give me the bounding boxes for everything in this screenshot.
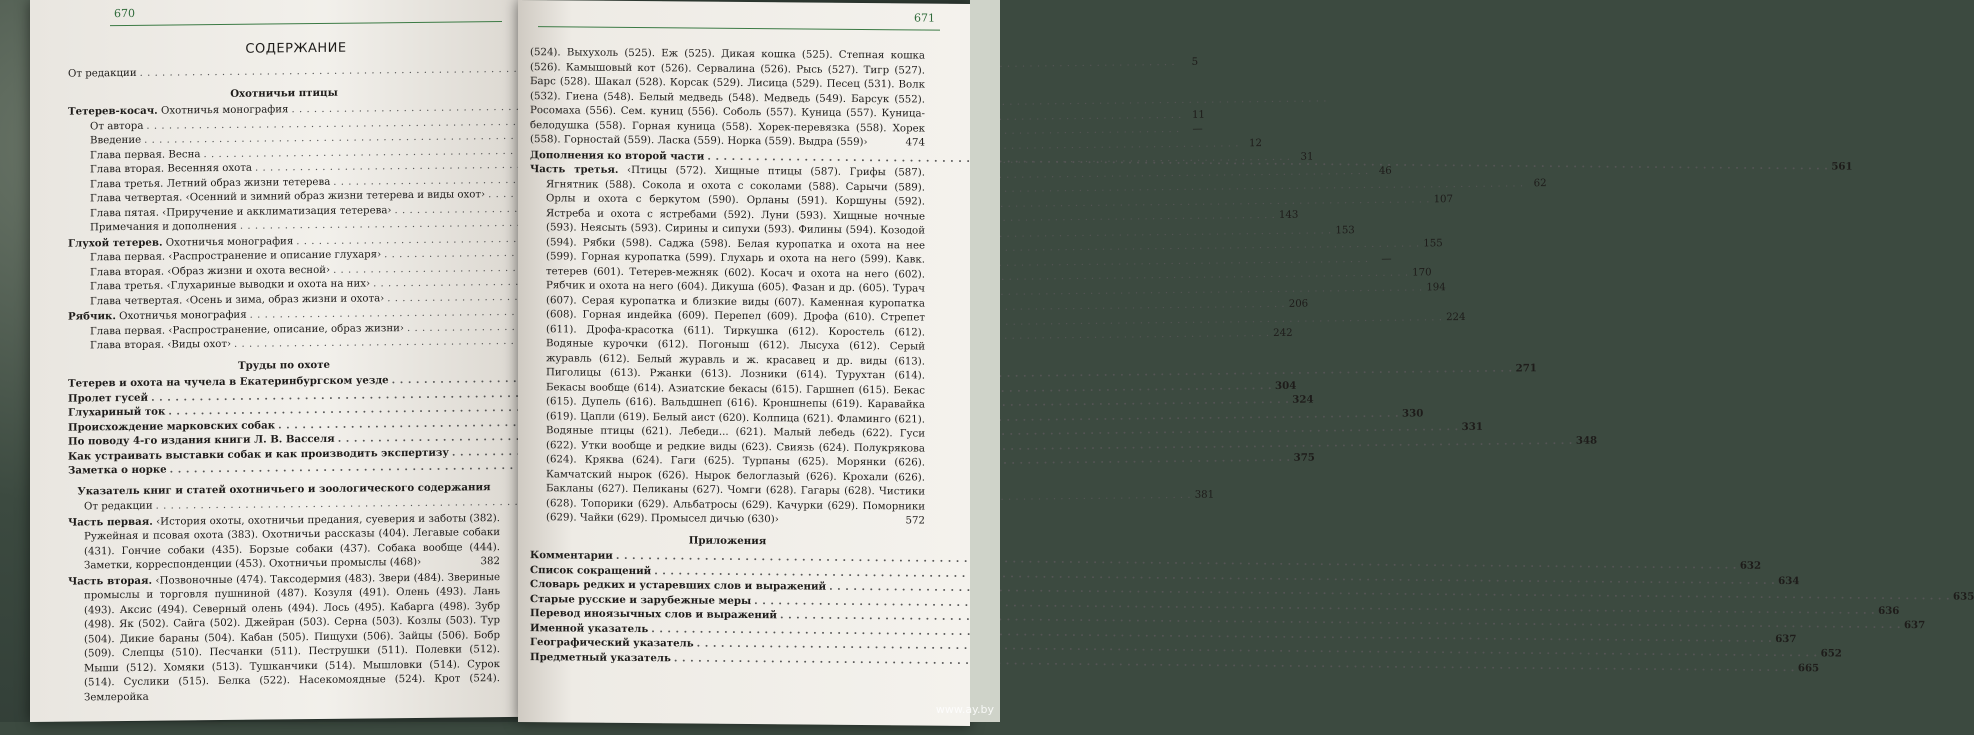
entry-lead: Рябчик. bbox=[68, 310, 116, 323]
part-paragraph bbox=[68, 570, 500, 706]
appendix-heading: Приложения bbox=[530, 532, 925, 550]
toc-entry-title: Глава четвертая. ‹Осень и зима, образ жизни и охота› bbox=[90, 292, 384, 310]
toc-entry-title: Географический указатель bbox=[530, 635, 694, 651]
toc-entry-title: Как устраивать выставки собак и как производить экспертизу bbox=[68, 445, 449, 463]
toc-entry-page: — bbox=[1183, 123, 1203, 138]
toc-entry-page: 62 bbox=[1527, 177, 1547, 192]
part-paragraph bbox=[68, 511, 500, 575]
toc-entry-title: Глава первая. ‹Распространение и описание глухаря› bbox=[90, 248, 381, 266]
toc-entry-page: 665 bbox=[1798, 661, 1819, 676]
toc-entry-page: 330 bbox=[1402, 406, 1423, 421]
toc-entry-page: 636 bbox=[1878, 603, 1899, 618]
toc-entry-page: 11 bbox=[1185, 108, 1205, 123]
section-heading: Труды по охоте bbox=[68, 356, 500, 375]
toc-entry bbox=[68, 63, 500, 82]
toc-entry-title: Глава вторая. ‹Виды охот› bbox=[90, 338, 231, 354]
toc-entry-page: 46 bbox=[1372, 164, 1392, 179]
toc-entry-title: Глава третья. Летний образ жизни тетерева bbox=[90, 175, 330, 192]
part-body: ‹История охоты, охотничьи предания, суеверия и заботы (382). Ружейная и псовая охота (383). Охотничьи рассказы (404). Легавые собаки (431). Гончие собаки (435). Борзые собаки (437). Собака вообще (444). Заметки, корреспонденции (453). Охотничьи промыслы (468)› bbox=[84, 513, 500, 572]
toc-entry-page: 155 bbox=[1423, 237, 1443, 252]
entry-lead: Тетерев-косач. bbox=[68, 105, 158, 118]
toc-entry-page: 242 bbox=[1273, 327, 1293, 342]
toc-entry-title: Глухариный ток bbox=[68, 405, 165, 421]
toc-title: СОДЕРЖАНИЕ bbox=[30, 39, 522, 59]
toc-entry-title: Перевод иноязычных слов и выражений bbox=[530, 606, 777, 623]
toc-entry-title: Глава первая. Весна bbox=[90, 148, 200, 164]
toc-entry bbox=[68, 335, 500, 354]
toc-entry-title: Пролет гусей bbox=[68, 390, 148, 405]
toc-entry-title: Глава первая. ‹Распространение, описание, образ жизни› bbox=[90, 322, 404, 340]
watermark: www.ay.by bbox=[936, 703, 994, 716]
toc-entry-title: От автора bbox=[90, 119, 143, 134]
toc-entry-page: 5 bbox=[1178, 56, 1198, 71]
toc-entry-title: Примечания и дополнения bbox=[90, 220, 237, 236]
toc-entry-title: Глухой тетерев. Охотничья монография bbox=[68, 234, 293, 252]
toc-entry-page: 375 bbox=[1294, 451, 1315, 466]
section-heading: Указатель книг и статей охотничьего и зоологического содержания bbox=[68, 480, 500, 499]
right-toc bbox=[530, 46, 925, 667]
toc-entry bbox=[68, 459, 500, 478]
left-page bbox=[30, 0, 522, 722]
toc-entry-page: 224 bbox=[1446, 310, 1466, 325]
continuation-text: (524). Выхухоль (525). Еж (525). Дикая кошка (525). Степная кошка (526). Камышовый кот (526). Сервалина (526). Рысь (527). Тигр (527). Барс (528). Шакал (528). Корсак (529). Лисица (529). Песец (531). Волк (532). Гиена (548). Белый медведь (548). Медведь (549). Барсук (552). Росомаха (556). Сем. куниц (556). Соболь (557). Куница (557). Куница-белодушка (558). Горная куница (558). Хорек-перевязка (558). Хорек (558). Горностай (559). Ласка (559). Норка (559). Выдра (559)› bbox=[530, 47, 925, 148]
toc-entry-title: Предметный указатель bbox=[530, 650, 671, 666]
toc-entry-page: 31 bbox=[1294, 151, 1314, 166]
toc-entry-title: По поводу 4-го издания книги Л. В. Васселя bbox=[68, 432, 335, 449]
toc-entry-title: Глава третья. ‹Глухариные выводки и охота на них› bbox=[90, 277, 370, 294]
right-page-number: 671 bbox=[914, 11, 935, 24]
toc-entry-title: От редакции bbox=[84, 500, 153, 515]
part-paragraph bbox=[530, 162, 925, 529]
book-edge bbox=[970, 0, 1000, 722]
toc-entry-title: Глава вторая. Весенняя охота bbox=[90, 162, 252, 178]
toc-entry-page: 561 bbox=[1831, 159, 1852, 174]
toc-entry-page: 153 bbox=[1335, 224, 1355, 239]
toc-entry-page: 634 bbox=[1778, 573, 1799, 588]
toc-entry-page: 304 bbox=[1275, 378, 1296, 393]
toc-entry-page: 206 bbox=[1288, 298, 1308, 313]
part-page: 382 bbox=[497, 555, 500, 570]
toc-entry-page: 348 bbox=[1576, 433, 1597, 448]
toc-entry-title: Список сокращений bbox=[530, 563, 651, 579]
toc-entry-page: 143 bbox=[1278, 209, 1298, 224]
right-header-rule bbox=[538, 26, 940, 31]
left-page-number: 670 bbox=[114, 7, 135, 20]
toc-entry-title: Тетерев и охота на чучела в Екатеринбургском уезде bbox=[68, 373, 389, 391]
part-body: ‹Птицы (572). Хищные птицы (587). Грифы (587). Ягнятник (588). Сокола и охота с соколами (588). Сарычи (589). Орлы и охота с беркутом (590). Орланы (591). Коршуны (592). Ястреба и охота с ястребами (592). Луни (593). Хищные ночные (593). Неясыть (593). Сирины и сипухи (593). Филины (594). Козодой (594). Рябки (598). Саджа (598). Белая куропатка и охота на нее (599). Горная куропатка (599). Глухарь и охота на него (599). Кавк. тетерев (601). Тетерев-межняк (602). Косач и охота на него (602). Рябчик и охота на него (604). Дикуша (605). Фазан и др. (605). Турач (607). Серая куропатка и близкие виды (607). Каменная куропатка (608). Горная индейка (609). Перепел (609). Дрофа (610). Стрепет (611). Дрофа-красотка (611). Тиркушка (612). Коростель (612). Водяные курочки (612). Погоныш (612). Лысуха (612). Серый журавль (612). Белый журавль и ж. красавец и др. виды (613). Пиголицы (613). Ржанки (613). Лозники (614). Турухтан (614). Бекасы вообще (614). Азиатские бекасы (615). Гаршнеп (615). Бекас (615). Дупель (616). Вальдшнеп (616). Кроншнепы (619). Каравайка (619). Цапли (619). Белый аист (620). Колпица (621). Фламинго (621). Водяные птицы (621). Лебеди... (621). Малый лебедь (622). Гуси (622). Утки вообще и редкие виды (623). Свиязь (624). Полукрякова (624). Кряква (624). Гаги (625). Турпаны (625). Морянки (626). Камчатский нырок (626). Нырок белоглазый (626). Крохали (626). Бакланы (627). Пеликаны (627). Чомги (628). Гагары (628). Чистики (628). Топорики (629). Альбатросы (629). Качурки (629). Поморники (629). Чайки (629). Промысел дичью (630)› bbox=[546, 165, 925, 525]
toc-entry-page: — bbox=[1372, 252, 1392, 267]
left-toc bbox=[68, 63, 500, 706]
left-header-rule bbox=[110, 21, 502, 26]
part-page: 572 bbox=[922, 515, 925, 530]
toc-entry-page: 331 bbox=[1462, 420, 1483, 435]
toc-entry-page: 637 bbox=[1904, 618, 1925, 633]
toc-entry-title: Глава четвертая. ‹Осенний и зимний образ жизни тетерева и виды охот› bbox=[90, 188, 485, 207]
continuation-page: 474 bbox=[906, 136, 925, 151]
toc-entry-page: 170 bbox=[1412, 266, 1432, 281]
toc-entry-title: От редакции bbox=[68, 67, 137, 82]
toc-entry-title: Глава пятая. ‹Приручение и акклиматизация тетерева› bbox=[90, 204, 392, 222]
toc-entry-title: Рябчик. Охотничья монография bbox=[68, 308, 247, 325]
toc-entry-title: Тетерев-косач. Охотничья монография bbox=[68, 102, 288, 120]
continuation-paragraph bbox=[530, 46, 925, 151]
section-heading: Охотничьи птицы bbox=[68, 84, 500, 103]
toc-entry-page: 107 bbox=[1433, 193, 1453, 208]
toc-entry-title: Дополнения ко второй части bbox=[530, 148, 704, 164]
toc-entry-page: 635 bbox=[1953, 590, 1974, 605]
toc-entry-page: 652 bbox=[1821, 646, 1842, 661]
entry-lead: Глухой тетерев. bbox=[68, 236, 163, 249]
right-page bbox=[518, 0, 970, 726]
toc-entry-title: Словарь редких и устаревших слов и выражений bbox=[530, 577, 826, 594]
toc-entry-title: Старые русские и зарубежные меры bbox=[530, 592, 751, 608]
toc-entry-title: Именной указатель bbox=[530, 621, 648, 637]
toc-entry-page: 271 bbox=[1516, 361, 1537, 376]
toc-entry-page: 632 bbox=[1740, 559, 1761, 574]
toc-entry bbox=[530, 650, 925, 668]
toc-entry-page: 381 bbox=[1194, 489, 1214, 504]
toc-entry-title: Заметка о норке bbox=[68, 463, 167, 479]
part-body: ‹Позвоночные (474). Таксодермия (483). Звери (484). Звериные промыслы и торговля пушниной (487). Козуля (491). Олень (493). Лань (493). Аксис (494). Северный олень (494). Лось (495). Кабарга (498). Зубр (498). Як (502). Сайга (502). Джейран (503). Серна (503). Козлы (503). Тур (504). Дикие бараны (504). Кабан (505). Пищухи (506). Зайцы (506). Бобр (509). Слепцы (510). Песчанки (511). Пеструшки (511). Полевки (512). Мыши (512). Хомяки (513). Тушканчики (514). Мышловки (514). Сурок (514). Суслики (515). Белка (522). Насекомоядные (524). Крот (524). Землеройка bbox=[84, 572, 500, 703]
toc-entry-page: 324 bbox=[1292, 393, 1313, 408]
toc-entry-title: Происхождение марковских собак bbox=[68, 418, 275, 435]
part-lead: Часть первая. bbox=[68, 515, 153, 528]
part-lead: Часть третья. bbox=[530, 163, 618, 176]
part-lead: Часть вторая. bbox=[68, 574, 152, 587]
toc-entry-page: 637 bbox=[1775, 631, 1796, 646]
toc-entry-title: Комментарии bbox=[530, 548, 613, 563]
toc-entry-title: Введение bbox=[90, 134, 141, 149]
toc-entry-page: 12 bbox=[1242, 137, 1262, 152]
toc-entry-page: 194 bbox=[1426, 281, 1446, 296]
toc-entry-title: Глава вторая. ‹Образ жизни и охота весной› bbox=[90, 263, 330, 280]
